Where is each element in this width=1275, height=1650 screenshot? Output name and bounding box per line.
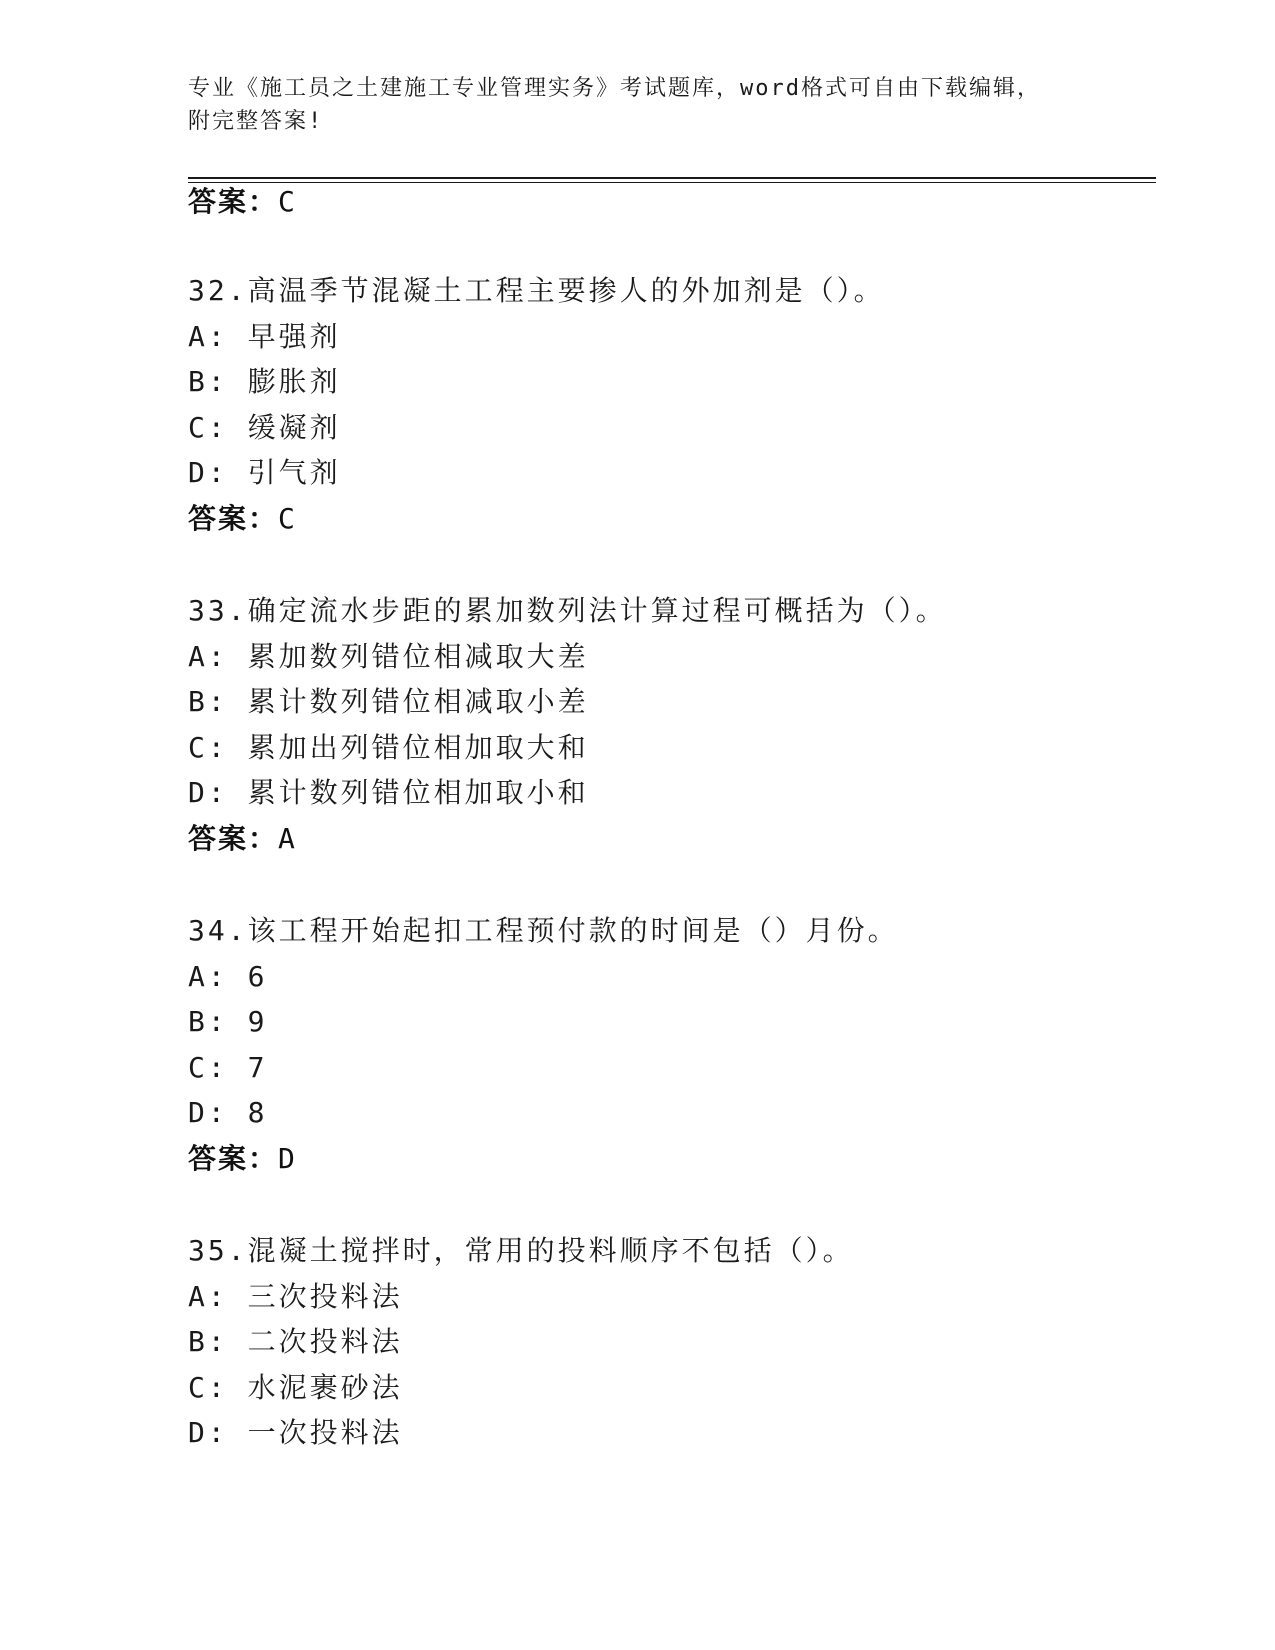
document-header (188, 72, 1088, 138)
option-d: D: 累计数列错位相加取小和 (188, 776, 589, 809)
question-stem: 35.混凝土搅拌时，常用的投料顺序不包括（）。 (188, 1234, 854, 1267)
question-stem: 32.高温季节混凝土工程主要掺人的外加剂是（）。 (188, 274, 885, 307)
answer-value: A (278, 821, 297, 855)
question-32 (188, 268, 1148, 542)
question-answer (188, 496, 1148, 542)
option-a: A: 三次投料法 (188, 1279, 403, 1313)
option-b: B: 二次投料法 (188, 1325, 403, 1358)
option-c: C: 水泥裹砂法 (188, 1370, 403, 1404)
option-c: C: 缓凝剂 (188, 410, 341, 444)
option-b: B: 9 (188, 1005, 268, 1038)
answer-label: 答案： (188, 185, 279, 218)
question-35 (188, 1228, 1148, 1456)
answer-label: 答案： (188, 501, 279, 535)
question-stem: 33.确定流水步距的累加数列法计算过程可概括为（）。 (188, 594, 947, 627)
question-answer (188, 816, 1148, 862)
header-line-1: 专业《施工员之土建施工专业管理实务》考试题库，word格式可自由下载编辑， (188, 76, 1041, 101)
option-d: D: 引气剂 (188, 456, 341, 489)
answer-label: 答案： (188, 1141, 279, 1175)
option-a: A: 累加数列错位相减取大差 (188, 639, 589, 673)
option-c: C: 7 (188, 1050, 268, 1084)
option-d: D: 一次投料法 (188, 1416, 403, 1449)
option-a: A: 早强剂 (188, 319, 341, 353)
option-d: D: 8 (188, 1096, 268, 1129)
answer-value: D (278, 1141, 297, 1175)
previous-answer (188, 184, 297, 220)
question-34 (188, 908, 1148, 1182)
question-answer (188, 1136, 1148, 1182)
question-33 (188, 588, 1148, 862)
option-c: C: 累加出列错位相加取大和 (188, 730, 589, 764)
option-a: A: 6 (188, 959, 268, 993)
question-stem: 34.该工程开始起扣工程预付款的时间是（）月份。 (188, 914, 899, 947)
header-line-2: 附完整答案! (188, 109, 324, 134)
option-b: B: 累计数列错位相减取小差 (188, 685, 589, 718)
header-divider-thin (188, 182, 1156, 183)
header-divider-thick (188, 177, 1156, 179)
answer-value: C (278, 185, 297, 218)
option-b: B: 膨胀剂 (188, 365, 341, 398)
answer-value: C (278, 501, 297, 535)
answer-label: 答案： (188, 821, 279, 855)
